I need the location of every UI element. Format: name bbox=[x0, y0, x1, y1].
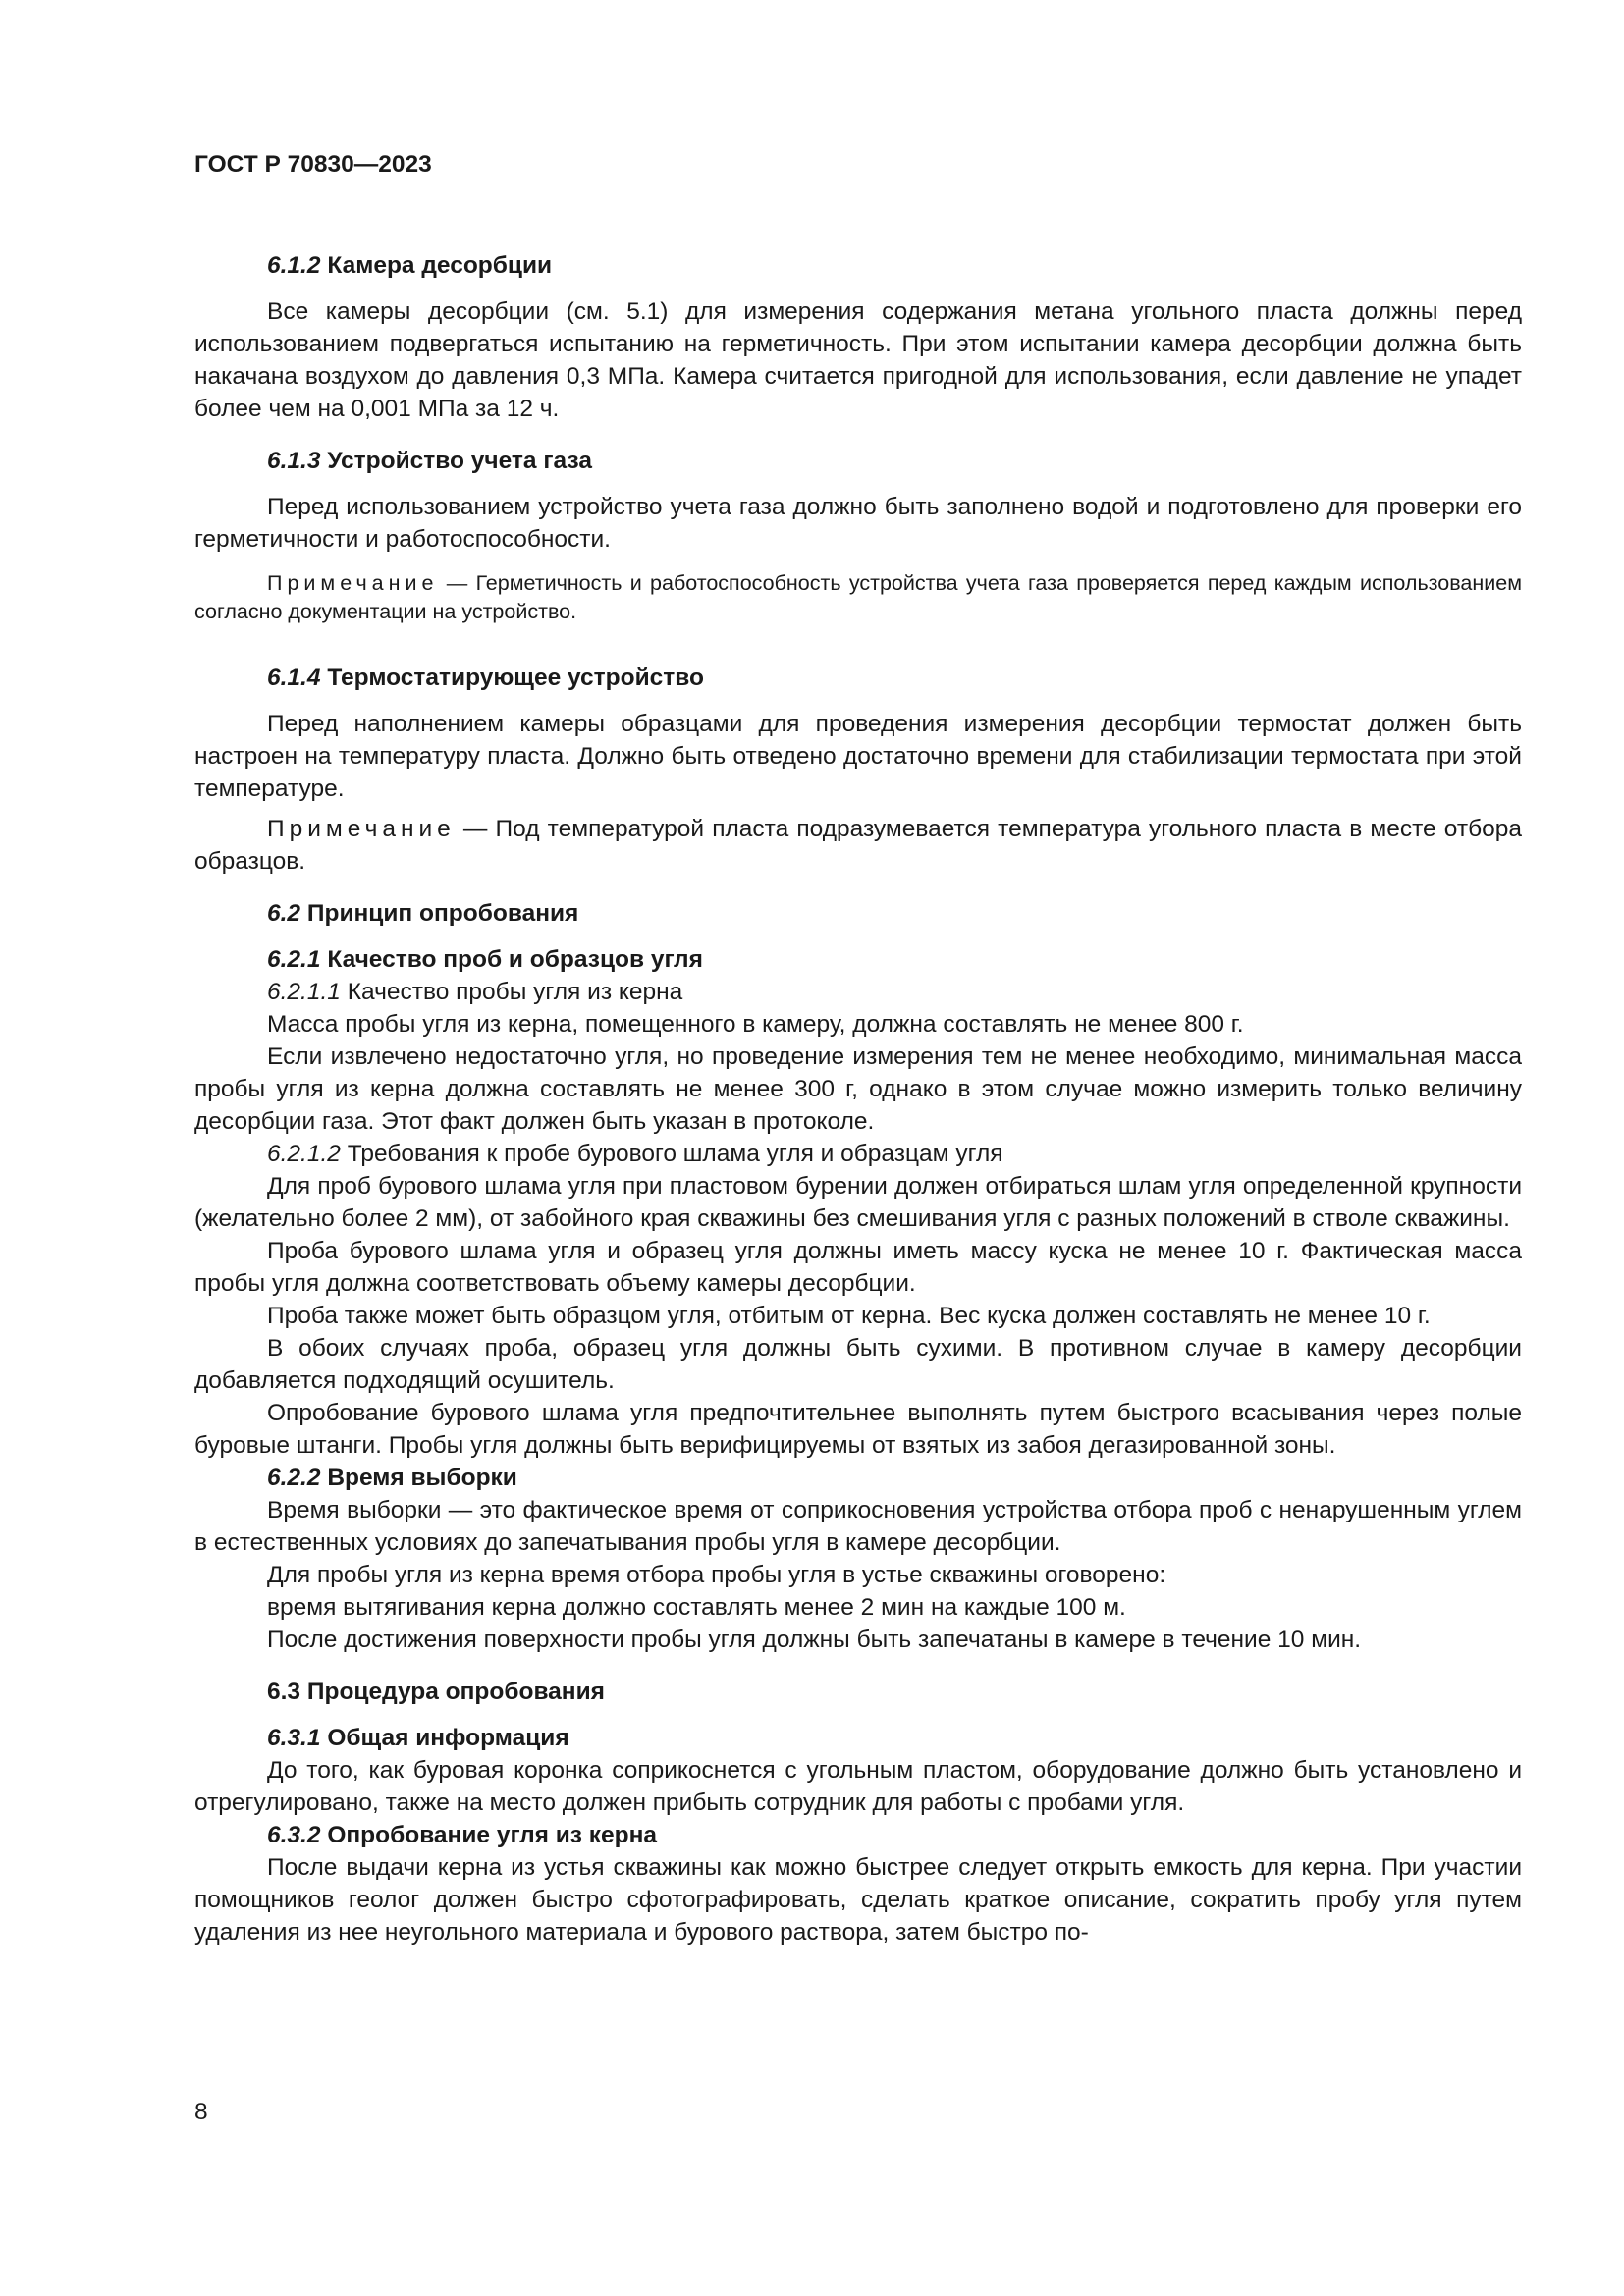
paragraph: Перед наполнением камеры образцами для проведения измерения десорбции термостат должен быть настроен на температуру пласта. Должно быть отведено достаточно времени для стабилизации термостата при этой температуре. bbox=[194, 711, 1522, 802]
subsection-heading-6-2-1-1: 6.2.1.1 Качество пробы угля из керна bbox=[267, 979, 683, 1005]
standard-header: ГОСТ Р 70830—2023 bbox=[194, 151, 432, 178]
paragraph: Проба бурового шлама угля и образец угля должны иметь массу куска не менее 10 г. Фактическая масса пробы угля должна соответствовать объему камеры десорбции. bbox=[194, 1238, 1522, 1297]
paragraph: Масса пробы угля из керна, помещенного в камеру, должна составлять не менее 800 г. bbox=[267, 1011, 1244, 1038]
section-heading-6-2-2: 6.2.2 Время выборки bbox=[267, 1465, 517, 1491]
paragraph: Если извлечено недостаточно угля, но проведение измерения тем не менее необходимо, минимальная масса пробы угля из керна должна составлять не менее 300 г, однако в этом случае можно измерить только величину десорбции газа. Этот факт должен быть указан в протоколе. bbox=[194, 1043, 1522, 1135]
note: Примечание — Под температурой пласта подразумевается температура угольного пласта в месте отбора образцов. bbox=[194, 816, 1522, 875]
section-heading-6-3: 6.3 Процедура опробования bbox=[267, 1679, 605, 1705]
paragraph: Перед использованием устройство учета газа должно быть заполнено водой и подготовлено для проверки его герметичности и работоспособности. bbox=[194, 494, 1522, 553]
paragraph: Для проб бурового шлама угля при пластовом бурении должен отбираться шлам угля определенной крупности (желательно более 2 мм), от забойного края скважины без смешивания угля с разных положений в стволе скважины. bbox=[194, 1173, 1522, 1232]
note: Примечание — Герметичность и работоспособность устройства учета газа проверяется перед каждым использованием согласно документации на устройство. bbox=[194, 571, 1522, 623]
paragraph: После выдачи керна из устья скважины как можно быстрее следует открыть емкость для керна. При участии помощников геолог должен быстро сфотографировать, сделать краткое описание, сократить пробу угля путем удаления из нее неугольного материала и бурового раствора, затем быстро по- bbox=[194, 1854, 1522, 1946]
paragraph: До того, как буровая коронка соприкоснется с угольным пластом, оборудование должно быть установлено и отрегулировано, также на место должен прибыть сотрудник для работы с пробами угля. bbox=[194, 1757, 1522, 1816]
subsection-heading-6-2-1-2: 6.2.1.2 Требования к пробе бурового шлама угля и образцам угля bbox=[267, 1141, 1003, 1167]
paragraph: Для пробы угля из керна время отбора пробы угля в устье скважины оговорено: bbox=[267, 1562, 1166, 1588]
paragraph: время вытягивания керна должно составлять менее 2 мин на каждые 100 м. bbox=[267, 1594, 1126, 1621]
paragraph: В обоих случаях проба, образец угля должны быть сухими. В противном случае в камеру десорбции добавляется подходящий осушитель. bbox=[194, 1335, 1522, 1394]
paragraph: Проба также может быть образцом угля, отбитым от керна. Вес куска должен составлять не менее 10 г. bbox=[267, 1303, 1431, 1329]
page-number: 8 bbox=[194, 2099, 208, 2125]
paragraph: Время выборки — это фактическое время от соприкосновения устройства отбора проб с ненарушенным углем в естественных условиях до запечатывания пробы угля в камере десорбции. bbox=[194, 1497, 1522, 1556]
section-heading-6-2: 6.2 Принцип опробования bbox=[267, 900, 579, 927]
section-heading-6-1-4: 6.1.4 Термостатирующее устройство bbox=[267, 665, 704, 691]
section-heading-6-1-2: 6.1.2 Камера десорбции bbox=[267, 252, 553, 279]
section-heading-6-3-1: 6.3.1 Общая информация bbox=[267, 1725, 569, 1751]
paragraph: После достижения поверхности пробы угля должны быть запечатаны в камере в течение 10 мин. bbox=[267, 1627, 1362, 1653]
section-heading-6-2-1: 6.2.1 Качество проб и образцов угля bbox=[267, 946, 703, 973]
document-page bbox=[194, 145, 1522, 1949]
section-heading-6-1-3: 6.1.3 Устройство учета газа bbox=[267, 448, 592, 474]
section-heading-6-3-2: 6.3.2 Опробование угля из керна bbox=[267, 1822, 658, 1848]
paragraph: Все камеры десорбции (см. 5.1) для измерения содержания метана угольного пласта должны перед использованием подвергаться испытанию на герметичность. При этом испытании камера десорбции должна быть накачана воздухом до давления 0,3 МПа. Камера считается пригодной для использования, если давление не упадет более чем на 0,001 МПа за 12 ч. bbox=[194, 298, 1522, 422]
paragraph: Опробование бурового шлама угля предпочтительнее выполнять путем быстрого всасывания через полые буровые штанги. Пробы угля должны быть верифицируемы от взятых из забоя дегазированной зоны. bbox=[194, 1400, 1522, 1459]
